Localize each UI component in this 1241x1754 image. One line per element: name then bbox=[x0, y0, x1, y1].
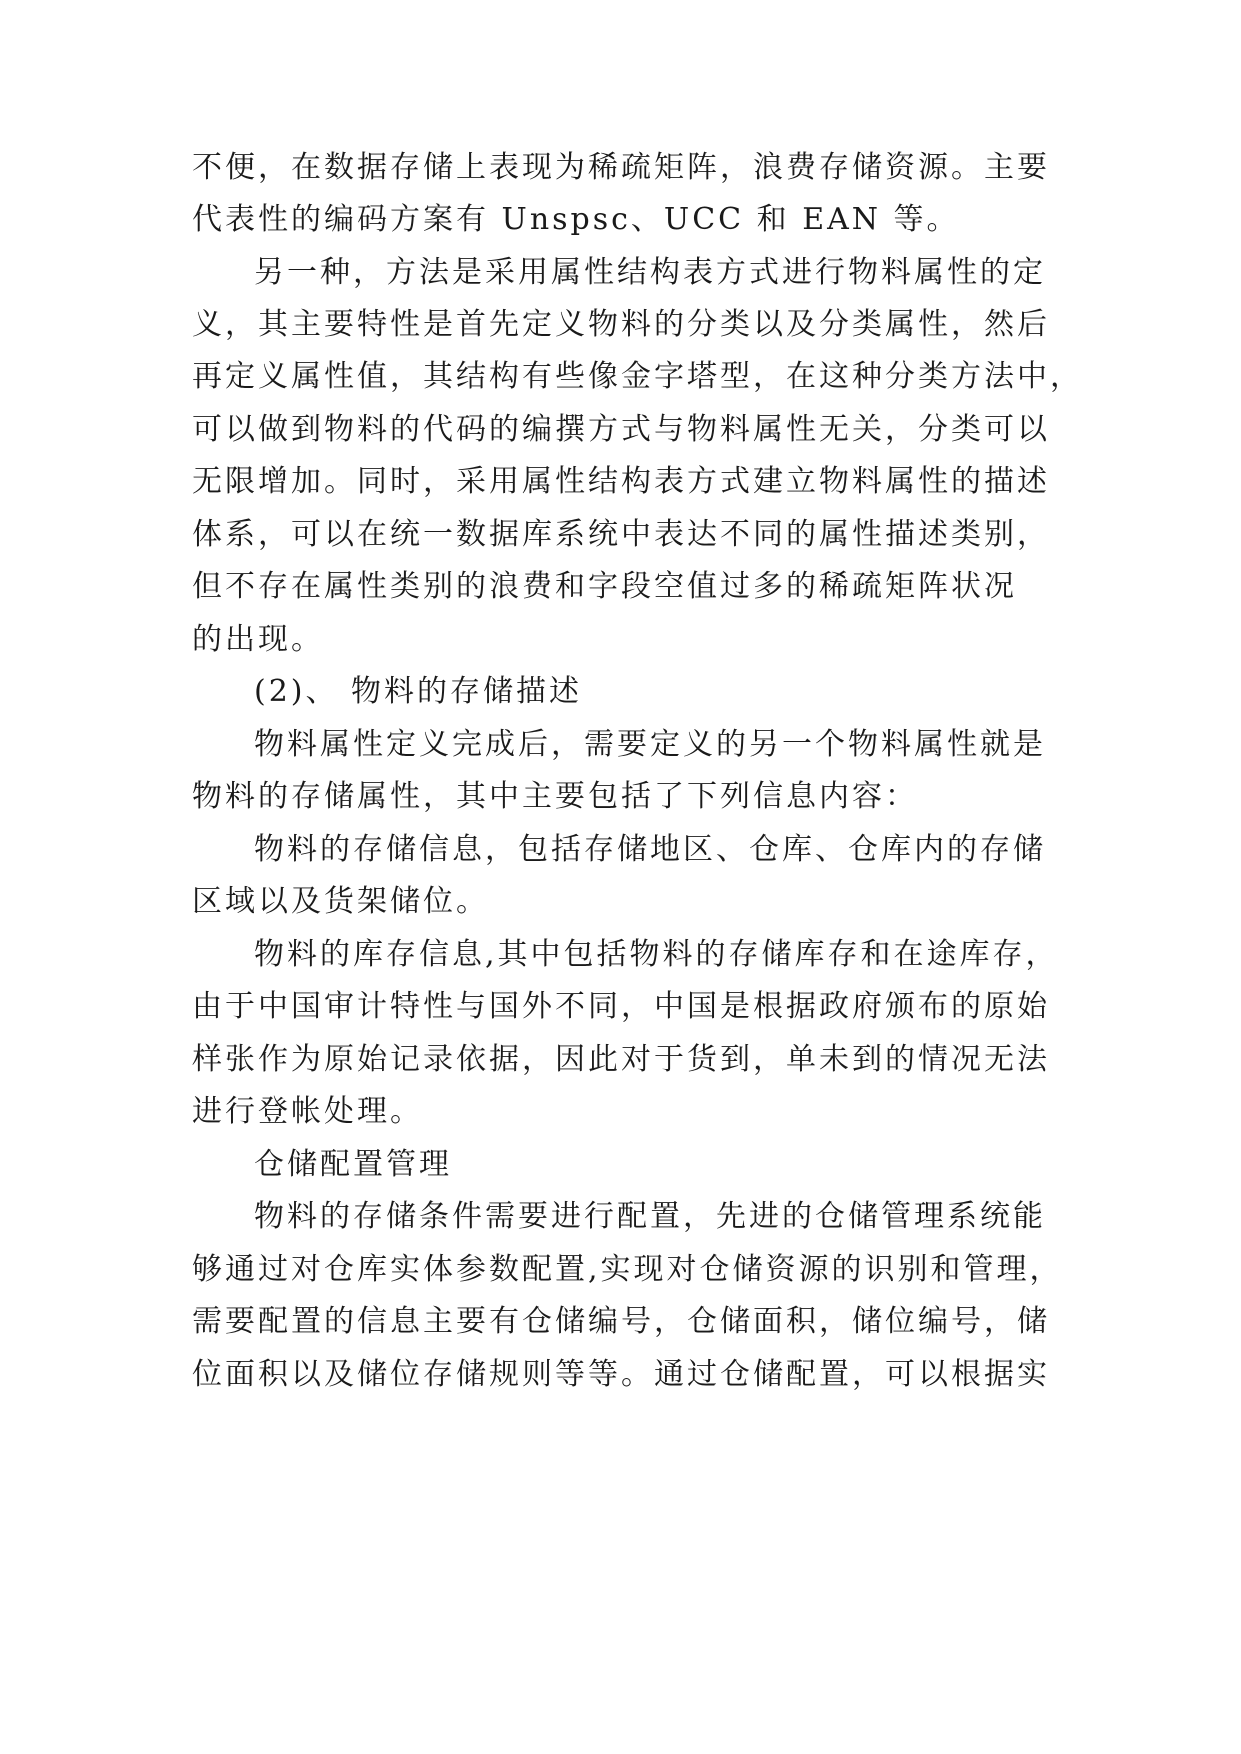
text-line: 物料的存储属性，其中主要包括了下列信息内容： bbox=[192, 779, 918, 814]
text-line: 够通过对仓库实体参数配置,实现对仓储资源的识别和管理， bbox=[192, 1252, 1063, 1287]
text-line: 需要配置的信息主要有仓储编号，仓储面积，储位编号，储 bbox=[192, 1304, 1050, 1339]
text-line: 可以做到物料的代码的编撰方式与物料属性无关，分类可以 bbox=[192, 412, 1050, 447]
text-line: 再定义属性值，其结构有些像金字塔型，在这种分类方法中， bbox=[192, 359, 1083, 394]
text-line: 不便，在数据存储上表现为稀疏矩阵，浪费存储资源。主要 bbox=[192, 150, 1050, 185]
section-heading: 仓储配置管理 bbox=[254, 1147, 452, 1182]
text-line: 体系，可以在统一数据库系统中表达不同的属性描述类别， bbox=[192, 517, 1050, 552]
paragraph-start-line: 另一种，方法是采用属性结构表方式进行物料属性的定 bbox=[254, 255, 1046, 290]
text-line: 样张作为原始记录依据，因此对于货到，单未到的情况无法 bbox=[192, 1042, 1050, 1077]
text-line: 由于中国审计特性与国外不同，中国是根据政府颁布的原始 bbox=[192, 989, 1050, 1024]
text-line: 位面积以及储位存储规则等等。通过仓储配置，可以根据实 bbox=[192, 1357, 1050, 1392]
text-line: 进行登帐处理。 bbox=[192, 1094, 423, 1129]
text-line: 义，其主要特性是首先定义物料的分类以及分类属性，然后 bbox=[192, 307, 1050, 342]
paragraph-start-line: 物料的存储条件需要进行配置，先进的仓储管理系统能 bbox=[254, 1199, 1046, 1234]
paragraph-start-line: 物料属性定义完成后，需要定义的另一个物料属性就是 bbox=[254, 727, 1046, 762]
text-line: 区域以及货架储位。 bbox=[192, 884, 489, 919]
paragraph-start-line: 物料的库存信息,其中包括物料的存储库存和在途库存， bbox=[254, 937, 1059, 972]
text-line: 代表性的编码方案有 Unspsc、UCC 和 EAN 等。 bbox=[192, 202, 960, 237]
text-line: 的出现。 bbox=[192, 622, 324, 657]
text-line: 但不存在属性类别的浪费和字段空值过多的稀疏矩阵状况 bbox=[192, 569, 1017, 604]
text-line: 无限增加。同时，采用属性结构表方式建立物料属性的描述 bbox=[192, 464, 1050, 499]
paragraph-start-line: 物料的存储信息，包括存储地区、仓库、仓库内的存储 bbox=[254, 832, 1046, 867]
section-heading: (2)、 物料的存储描述 bbox=[254, 674, 583, 709]
